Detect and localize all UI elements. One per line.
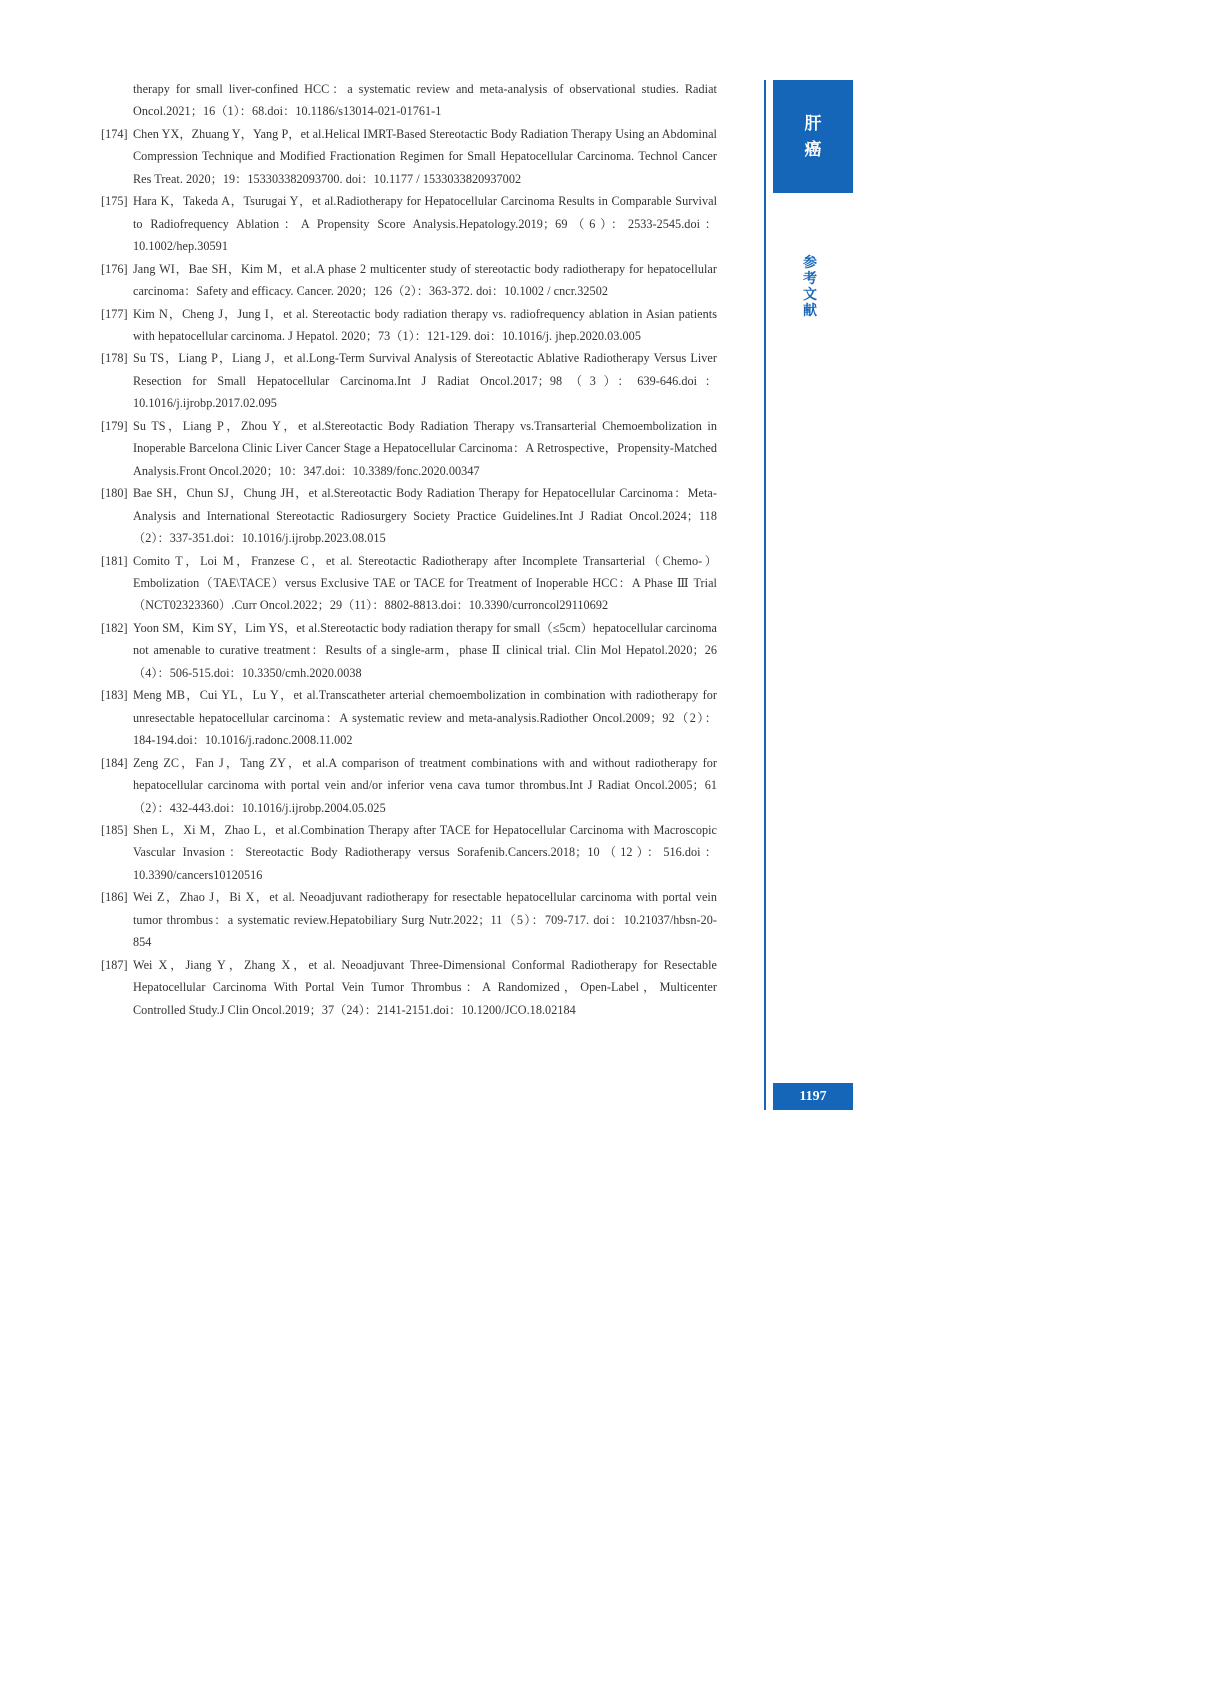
reference-number: [187] [101,957,128,972]
reference-item [101,123,717,190]
reference-text: Su TS，Liang P，Liang J，et al.Long-Term Survival Analysis of Stereotactic Ablative Radiotherapy Versus Liver Resection for Small Hepatocellular Carcinoma.Int J Radiat Oncol.2017；98（3）：639-646.doi：10.1016/j.ijrobp.2017.02.095 [133,351,717,411]
margin-rule [764,80,766,1110]
reference-item [101,819,717,886]
chapter-tab [773,80,853,193]
reference-text: Jang WI，Bae SH，Kim M，et al.A phase 2 multicenter study of stereotactic body radiotherapy for hepatocellular carcinoma：Safety and efficacy. Cancer. 2020；126（2）：363-372. doi：10.1002 / cncr.32502 [133,261,717,299]
reference-item [101,550,717,617]
reference-item [101,190,717,257]
reference-number: [184] [101,755,128,770]
section-label-char: 参 [803,255,817,271]
reference-number: [176] [101,261,128,276]
reference-item [101,482,717,549]
reference-item [101,954,717,1021]
reference-text: Kim N，Cheng J，Jung I，et al. Stereotactic body radiation therapy vs. radiofrequency ablation in Asian patients with hepatocellular carcinoma. J Hepatol. 2020；73（1）：121-129. doi：10.1016/j. jhep.2020.03.005 [133,306,717,343]
reference-text: Meng MB，Cui YL，Lu Y，et al.Transcatheter arterial chemoembolization in combination with radiotherapy for unresectable hepatocellular carcinoma：A systematic review and meta-analysis.Radiother Oncol.2009；92（2）：184-194.doi：10.1016/j.radonc.2008.11.002 [133,688,717,748]
reference-number: [178] [101,351,128,366]
reference-item [101,617,717,684]
reference-number: [186] [101,890,128,905]
reference-text: Bae SH，Chun SJ，Chung JH，et al.Stereotactic Body Radiation Therapy for Hepatocellular Carcinoma：Meta-Analysis and International Stereotactic Radiosurgery Society Practice Guidelines.Int J Radiat Oncol.2024；118（2）：337-351.doi：10.1016/j.ijrobp.2023.08.015 [133,486,717,546]
reference-item [101,886,717,953]
reference-item [101,258,717,303]
reference-text: Su TS，Liang P，Zhou Y，et al.Stereotactic Body Radiation Therapy vs.Transarterial Chemoembolization in Inoperable Barcelona Clinic Liver Cancer Stage a Hepatocellular Carcinoma：A Retrospective，Propensity-Matched Analysis.Front Oncol.2020；10：347.doi：10.3389/fonc.2020.00347 [133,418,717,478]
reference-text: Wei X，Jiang Y，Zhang X，et al. Neoadjuvant Three-Dimensional Conformal Radiotherapy for Resectable Hepatocellular Carcinoma With Portal Vein Tumor Thrombus：A Randomized，Open-Label，Multicenter Controlled Study.J Clin Oncol.2019；37（24）：2141-2151.doi：10.1200/JCO.18.02184 [133,957,717,1017]
chapter-tab-char: 癌 [804,139,822,160]
reference-text: Comito T，Loi M，Franzese C，et al. Stereotactic Radiotherapy after Incomplete Transarterial（Chemo-）Embolization（TAE\TACE）versus Exclusive TAE or TACE for Treatment of Inoperable HCC：A Phase Ⅲ Trial（NCT02323360）.Curr Oncol.2022；29（11）：8802-8813.doi：10.3390/curroncol29110692 [133,553,717,613]
reference-item [101,347,717,414]
section-label [799,255,821,319]
reference-item [101,303,717,348]
reference-text: Zeng ZC，Fan J，Tang ZY，et al.A comparison of treatment combinations with and without radiotherapy for hepatocellular carcinoma with portal vein and/or inferior vena cava tumor thrombus.Int J Radiat Oncol.2005；61（2）：432-443.doi：10.1016/j.ijrobp.2004.05.025 [133,755,717,815]
reference-number: [180] [101,486,128,501]
reference-text: Chen YX，Zhuang Y，Yang P，et al.Helical IMRT-Based Stereotactic Body Radiation Therapy Using an Abdominal Compression Technique and Modified Fractionation Regimen for Small Hepatocellular Carcinoma. Technol Cancer Res Treat. 2020；19：153303382093700. doi：10.1177 / 1533033820937002 [133,126,717,186]
reference-number: [179] [101,418,128,433]
section-label-char: 献 [803,303,817,319]
reference-number: [181] [101,553,128,568]
reference-number: [174] [101,126,128,141]
page-number: 1197 [773,1083,853,1110]
reference-text: Hara K，Takeda A，Tsurugai Y，et al.Radiotherapy for Hepatocellular Carcinoma Results in Comparable Survival to Radiofrequency Ablation：A Propensity Score Analysis.Hepatology.2019；69（6）：2533-2545.doi：10.1002/hep.30591 [133,194,717,254]
reference-number: [185] [101,822,128,837]
reference-text: Wei Z，Zhao J，Bi X，et al. Neoadjuvant radiotherapy for resectable hepatocellular carcinoma with portal vein tumor thrombus：a systematic review.Hepatobiliary Surg Nutr.2022；11（5）：709-717. doi：10.21037/hbsn-20-854 [133,890,717,950]
reference-number: [182] [101,620,128,635]
reference-list [101,78,717,1021]
section-label-char: 考 [803,271,817,287]
reference-number: [177] [101,306,128,321]
reference-number: [183] [101,688,128,703]
reference-number: [175] [101,194,128,209]
section-label-char: 文 [803,287,817,303]
reference-item [101,752,717,819]
reference-item [101,684,717,751]
reference-item [101,415,717,482]
chapter-tab-char: 肝 [804,113,822,134]
reference-continuation: therapy for small liver-confined HCC：a systematic review and meta-analysis of observational studies. Radiat Oncol.2021；16（1）：68.doi：10.1186/s13014-021-01761-1 [133,82,717,119]
reference-text: Shen L，Xi M，Zhao L，et al.Combination Therapy after TACE for Hepatocellular Carcinoma with Macroscopic Vascular Invasion：Stereotactic Body Radiotherapy versus Sorafenib.Cancers.2018；10（12）：516.doi：10.3390/cancers10120516 [133,822,717,882]
reference-text: Yoon SM，Kim SY，Lim YS，et al.Stereotactic body radiation therapy for small（≤5cm）hepatocellular carcinoma not amenable to curative treatment：Results of a single-arm，phase Ⅱ clinical trial. Clin Mol Hepatol.2020；26（4）：506-515.doi：10.3350/cmh.2020.0038 [133,620,717,680]
